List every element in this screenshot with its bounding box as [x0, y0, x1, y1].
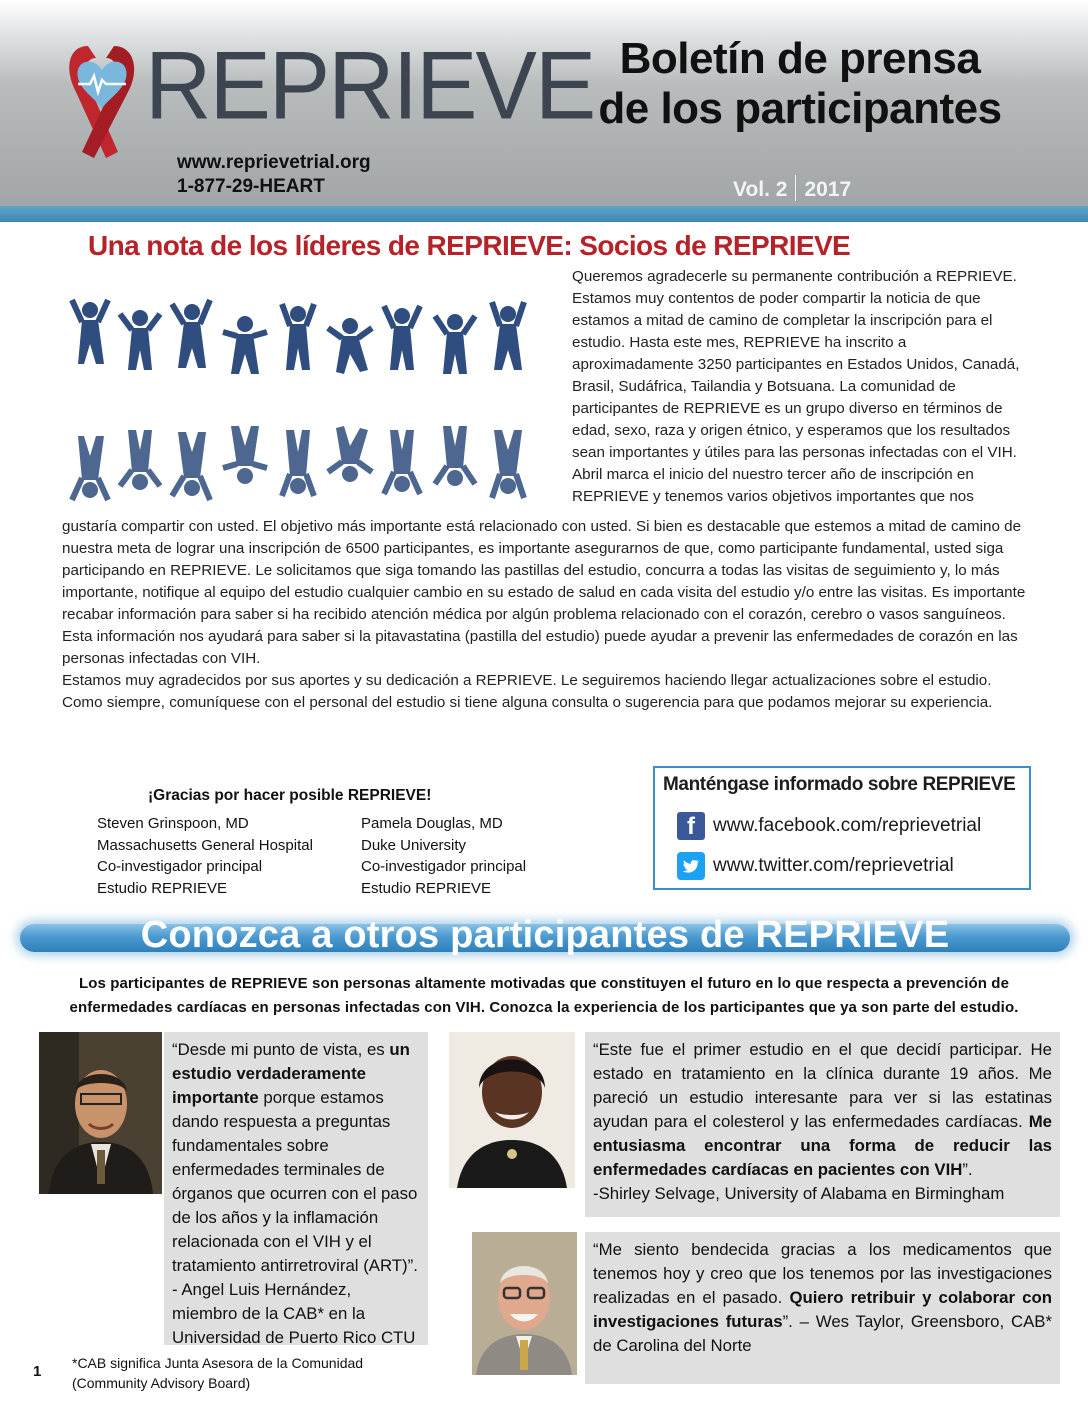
jumping-crowd-illustration [68, 294, 558, 526]
testimonial-quote: “Desde mi punto de vista, es un estudio verdaderamente importante porque estamos dando respuesta a preguntas fundamentales sobre enfermedades terminales de órganos que ocurren con el paso de los años y la inflamación relacionada con el VIH y el tratamiento antirretroviral (ART)”. - Angel Luis Hernández, miembro de la CAB* en la Universidad de Puerto Rico CTU [164, 1032, 428, 1345]
thanks-heading: ¡Gracias por hacer posible REPRIEVE! [148, 787, 432, 804]
section-banner [20, 914, 1070, 956]
article-body-text: gustaría compartir con usted. El objetivo más importante está relacionado con usted. Si bien es destacable que estemos a mitad de camino de nuestra meta de lograr una inscripción de 6500 participantes, es importante asegurarnos de que, como participante fundamental, usted siga participando en REPRIEVE. Le solicitamos que siga tomando las pastillas del estudio, concurra a todas las visitas de seguimiento y, lo más importante, notifique al equipo del estudio cualquier cambio en su estado de salud en cada visita del estudio y/o entre las visitas. Es importante recabar información para saber si ha recibido atención médica por algún problema relacionado con el corazón, cerebro o vasos sanguíneos. Esta información nos ayudará para saber si la pitavastatina (pastilla del estudio) puede ayudar a prevenir las enfermedades de corazón en las personas infectadas con VIH. Estamos muy agradecidos por sus aportes y su dedicación a REPRIEVE. Le seguiremos haciendo llegar actualizaciones sobre el estudio. Como siempre, comuníquese con el personal del estudio si tiene alguna consulta o sugerencia para que podamos mejorar su experiencia. [62, 518, 1026, 711]
section-intro: Los participantes de REPRIEVE son personas altamente motivadas que constituyen el futuro en lo que respecta a prevención de enfermedades cardíacas en personas infectadas con VIH. Conozca la experiencia de los participantes que ya son parte del estudio. [69, 975, 1019, 1016]
header-accent-bar [0, 206, 1088, 222]
participant-photo [449, 1032, 575, 1188]
social-heading: Manténgase informado sobre REPRIEVE [663, 774, 1016, 795]
masthead [0, 0, 1088, 212]
logo-wordmark: REPRIEVE [145, 32, 595, 140]
website-url[interactable]: www.reprievetrial.org [177, 152, 371, 173]
footnote: *CAB significa Junta Asesora de la Comunidad (Community Advisory Board) [72, 1355, 364, 1391]
phone-number: 1-877-29-HEART [177, 176, 325, 197]
twitter-icon [677, 852, 705, 880]
page-number: 1 [33, 1363, 42, 1380]
section-title: Conozca a otros participantes de REPRIEVE [140, 914, 950, 956]
twitter-link[interactable]: www.twitter.com/reprievetrial [677, 852, 954, 880]
participant-photo [472, 1232, 577, 1375]
testimonial-quote: “Este fue el primer estudio en el que decidí participar. He estado en tratamiento en la clínica durante 19 años. Me pareció un estudio interesante para ver si las estatinas ayudan para el colesterol y las enfermedades cardíacas. Me entusiasma encontrar una forma de reducir las enfermedades cardíacas en pacientes con VIH”. -Shirley Selvage, University of Alabama en Birmingham [585, 1032, 1060, 1217]
facebook-link[interactable]: f www.facebook.com/reprievetrial [677, 812, 981, 840]
social-media-box [653, 766, 1031, 890]
facebook-icon: f [677, 812, 705, 840]
participant-photo [39, 1032, 162, 1194]
newsletter-title: Boletín de prensa de los participantes [598, 34, 1002, 133]
red-ribbon-heart-logo-icon [58, 40, 148, 160]
article-column-text: Queremos agradecerle su permanente contribución a REPRIEVE. Estamos muy contentos de poder compartir la noticia de que estamos a mitad de camino de completar la inscripción para el estudio. Hasta este mes, REPRIEVE ha inscrito a aproximadamente 3250 participantes en Estados Unidos, Canadá, Brasil, Sudáfrica, Tailandia y Botsuana. La comunidad de participantes de REPRIEVE es un grupo diverso en términos de edad, sexo, raza y origen étnico, y esperamos que los resultados sean importantes y útiles para las personas infectadas con el VIH. Abril marca el inicio del nuestro tercer año de inscripción en REPRIEVE y tenemos varios objetivos importantes que nos [572, 268, 1020, 505]
signer-block: Pamela Douglas, MD Duke University Co-investigador principal Estudio REPRIEVE [361, 815, 527, 897]
volume-label: Vol. 2 2017 [733, 175, 851, 202]
signer-block: Steven Grinspoon, MD Massachusetts General Hospital Co-investigador principal Estudio REPRIEVE [97, 815, 313, 897]
article-headline: Una nota de los líderes de REPRIEVE: Socios de REPRIEVE [88, 230, 851, 261]
testimonial-quote: “Me siento bendecida gracias a los medicamentos que tenemos hoy y creo que los tenemos por las investigaciones realizadas en el pasado. Quiero retribuir y colaborar con investigaciones futuras”. – Wes Taylor, Greensboro, CAB* de Carolina del Norte [585, 1232, 1060, 1384]
